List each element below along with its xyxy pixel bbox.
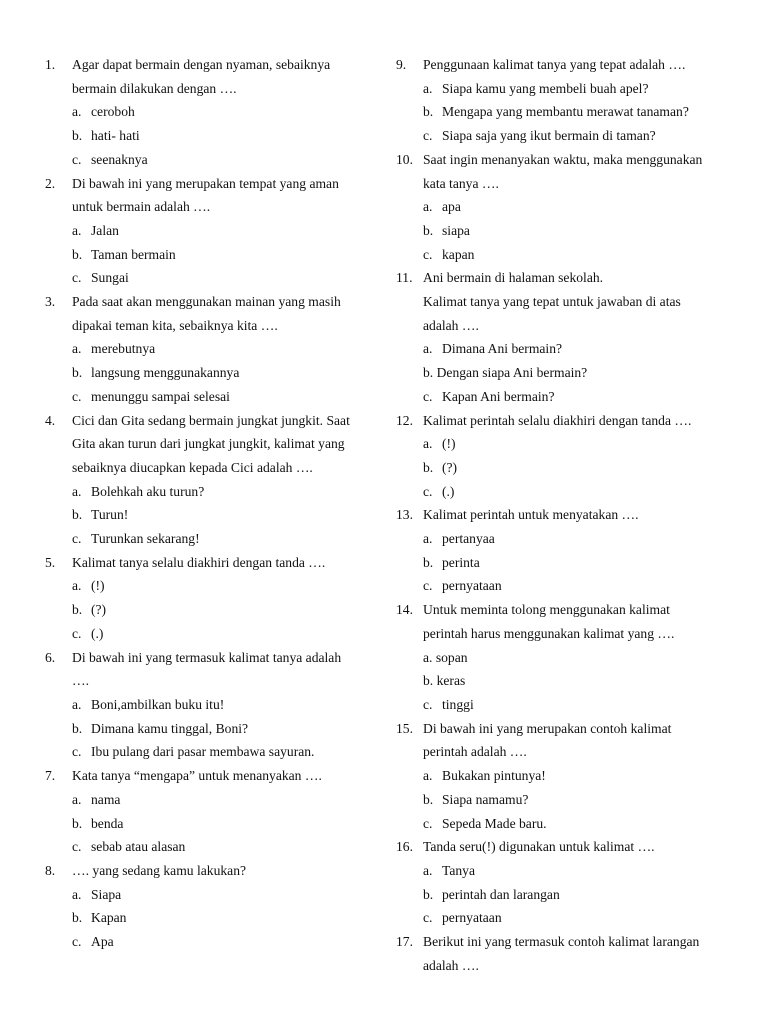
answer-option [45,266,370,290]
answer-option [396,693,726,717]
option-text: Siapa kamu yang membeli buah apel? [442,80,649,96]
question-number: 3. [45,294,56,310]
option-letter: c. [423,246,433,262]
answer-option [396,574,726,598]
option-letter: c. [72,744,82,760]
option-text: (!) [91,578,105,594]
question-text-line: Di bawah ini yang termasuk kalimat tanya adalah [72,649,342,665]
option-letter: c. [423,815,433,831]
option-text: menunggu sampai selesai [91,388,230,404]
option-letter: c. [72,934,82,950]
option-text: perintah dan larangan [442,886,560,902]
option-letter: b. [72,246,83,262]
answer-option [45,385,370,409]
answer-option [45,148,370,172]
question-text-line: Tanda seru(!) digunakan untuk kalimat …. [423,839,655,855]
question-number: 15. [396,720,413,736]
option-letter: c. [423,128,433,144]
option-letter: c. [72,531,82,547]
question-text-line: Kalimat perintah untuk menyatakan …. [423,507,639,523]
question-text-line: Agar dapat bermain dengan nyaman, sebaiknya [72,57,331,72]
question-4 [45,409,370,480]
option-text: ceroboh [91,104,135,120]
question-number: 10. [396,151,413,167]
question-9 [396,53,726,77]
answer-option [45,243,370,267]
answer-option [396,480,726,504]
answer-option [45,883,370,907]
option-letter: a. [423,862,433,878]
option-letter: b. [72,720,83,736]
answer-option [45,480,370,504]
answer-option [45,527,370,551]
option-text: Dimana kamu tinggal, Boni? [91,720,249,736]
answer-option [45,337,370,361]
option-letter: b. [72,128,83,144]
answer-option [396,456,726,480]
answer-option [396,883,726,907]
option-text: pernyataan [442,910,502,926]
answer-option [396,906,726,930]
option-text: Turun! [91,507,129,523]
answer-option [396,859,726,883]
option-letter: b. [423,104,434,120]
option-text: Dimana Ani bermain? [442,341,563,357]
question-number: 11. [396,270,413,286]
option-text: (.) [442,483,455,499]
question-text-line: adalah …. [423,957,479,973]
question-number: 1. [45,57,56,72]
answer-option [45,219,370,243]
question-text-line: sebaiknya diucapkan kepada Cici adalah …. [72,459,313,475]
answer-option [45,693,370,717]
option-letter: b. [423,459,434,475]
option-letter: a. [72,222,82,238]
question-11 [396,266,726,337]
question-number: 17. [396,934,413,950]
question-number: 4. [45,412,56,428]
question-1 [45,53,370,100]
question-7 [45,764,370,788]
question-text-line: dipakai teman kita, sebaiknya kita …. [72,317,278,333]
answer-option [396,100,726,124]
option-letter: c. [72,388,82,404]
answer-option [396,669,726,693]
answer-option [396,195,726,219]
option-letter: a. [72,696,82,712]
answer-option [396,812,726,836]
question-number: 6. [45,649,56,665]
option-letter: b. [72,507,83,523]
option-text: (?) [91,602,107,618]
option-letter: c. [72,625,82,641]
answer-option [396,124,726,148]
answer-option [396,385,726,409]
question-text-line: Gita akan turun dari jungkat jungkit, kalimat yang [72,436,345,452]
answer-option [45,124,370,148]
option-text: pernyataan [442,578,502,594]
option-letter: a. [423,768,433,784]
option-text: nama [91,791,121,807]
option-letter: a. [423,531,433,547]
question-text-line: perintah harus menggunakan kalimat yang …. [423,625,675,641]
option-text: Sepeda Made baru. [442,815,547,831]
option-text: b. keras [423,673,466,689]
question-text-line: untuk bermain adalah …. [72,199,211,215]
option-letter: b. [423,222,434,238]
question-number: 2. [45,175,56,191]
question-number: 9. [396,57,407,72]
question-text-line: Kalimat perintah selalu diakhiri dengan tanda …. [423,412,692,428]
answer-option [45,100,370,124]
option-text: Kapan Ani bermain? [442,388,555,404]
question-number: 12. [396,412,413,428]
answer-option [396,764,726,788]
question-text-line: Untuk meminta tolong menggunakan kalimat [423,602,670,618]
option-letter: b. [423,886,434,902]
option-text: b. Dengan siapa Ani bermain? [423,365,588,381]
question-text-line: perintah adalah …. [423,744,527,760]
option-text: tinggi [442,696,474,712]
answer-option [45,717,370,741]
question-text-line: …. [72,673,89,689]
answer-option [45,906,370,930]
answer-option [396,77,726,101]
option-text: apa [442,199,461,215]
question-text-line: Saat ingin menanyakan waktu, maka menggunakan [423,151,703,167]
question-text-line: …. yang sedang kamu lakukan? [72,862,247,878]
option-letter: a. [72,886,82,902]
question-12 [396,409,726,433]
question-6 [45,646,370,693]
option-text: Sungai [91,270,129,286]
answer-option [396,646,726,670]
question-text-line: Berikut ini yang termasuk contoh kalimat larangan [423,934,700,950]
option-text: siapa [442,222,470,238]
option-text: Turunkan sekarang! [91,531,200,547]
option-letter: b. [72,910,83,926]
question-10 [396,148,726,195]
answer-option [396,527,726,551]
option-text: Kapan [91,910,127,926]
answer-option [396,432,726,456]
option-text: langsung menggunakannya [91,365,240,381]
option-text: (.) [91,625,104,641]
question-text-line: Pada saat akan menggunakan mainan yang masih [72,294,341,310]
question-number: 13. [396,507,413,523]
question-number: 14. [396,602,413,618]
question-number: 8. [45,862,56,878]
answer-option [396,551,726,575]
question-text-line: Di bawah ini yang merupakan contoh kalimat [423,720,672,736]
option-text: Siapa saja yang ikut bermain di taman? [442,128,656,144]
option-letter: c. [423,578,433,594]
option-text: Boni,ambilkan buku itu! [91,696,225,712]
question-text-line: Kalimat tanya yang tepat untuk jawaban di atas [423,294,681,310]
option-letter: a. [72,791,82,807]
option-letter: c. [423,388,433,404]
question-text-line: bermain dilakukan dengan …. [72,80,237,96]
question-15 [396,717,726,764]
option-text: benda [91,815,124,831]
right-column [396,53,726,977]
option-text: Ibu pulang dari pasar membawa sayuran. [91,744,315,760]
question-text-line: Kalimat tanya selalu diakhiri dengan tanda …. [72,554,326,570]
option-text: Mengapa yang membantu merawat tanaman? [442,104,689,120]
option-letter: a. [72,104,82,120]
option-text: perinta [442,554,480,570]
left-column [45,53,370,954]
option-letter: b. [72,815,83,831]
option-text: (?) [442,459,458,475]
option-text: Bukakan pintunya! [442,768,546,784]
option-letter: a. [72,341,82,357]
question-text-line: Di bawah ini yang merupakan tempat yang aman [72,175,339,191]
answer-option [396,361,726,385]
option-letter: c. [72,151,82,167]
answer-option [45,930,370,954]
option-letter: c. [423,483,433,499]
answer-option [45,361,370,385]
question-8 [45,859,370,883]
option-letter: a. [423,341,433,357]
question-text-line: adalah …. [423,317,479,333]
option-letter: a. [72,578,82,594]
question-text-line: Kata tanya “mengapa” untuk menanyakan …. [72,768,322,784]
question-number: 7. [45,768,56,784]
question-17 [396,930,726,977]
answer-option [45,812,370,836]
answer-option [45,503,370,527]
question-text-line: Cici dan Gita sedang bermain jungkat jungkit. Saat [72,412,350,428]
option-text: Siapa namamu? [442,791,529,807]
question-text-line: kata tanya …. [423,175,499,191]
option-text: Tanya [442,862,476,878]
question-number: 16. [396,839,413,855]
question-3 [45,290,370,337]
option-letter: b. [72,365,83,381]
answer-option [45,740,370,764]
answer-option [45,574,370,598]
option-letter: a. [72,483,82,499]
option-text: sebab atau alasan [91,839,186,855]
option-text: hati- hati [91,128,140,144]
answer-option [396,243,726,267]
answer-option [45,598,370,622]
answer-option [396,788,726,812]
option-letter: b. [72,602,83,618]
option-letter: a. [423,436,433,452]
question-2 [45,172,370,219]
option-letter: b. [423,554,434,570]
question-text-line: Ani bermain di halaman sekolah. [423,270,604,286]
answer-option [45,835,370,859]
question-5 [45,551,370,575]
option-letter: a. [423,199,433,215]
option-letter: b. [423,791,434,807]
answer-option [45,788,370,812]
option-text: Taman bermain [91,246,176,262]
option-text: a. sopan [423,649,468,665]
answer-option [396,219,726,243]
option-text: seenaknya [91,151,148,167]
option-text: pertanyaa [442,531,495,547]
option-letter: c. [72,839,82,855]
option-text: merebutnya [91,341,156,357]
question-14 [396,598,726,645]
option-text: Jalan [91,222,119,238]
option-letter: c. [72,270,82,286]
answer-option [45,622,370,646]
option-letter: c. [423,910,433,926]
option-letter: a. [423,80,433,96]
option-text: Apa [91,934,114,950]
option-text: kapan [442,246,475,262]
question-text-line: Penggunaan kalimat tanya yang tepat adalah …. [423,57,686,72]
question-number: 5. [45,554,56,570]
option-letter: c. [423,696,433,712]
option-text: Siapa [91,886,122,902]
option-text: (!) [442,436,456,452]
answer-option [396,337,726,361]
question-13 [396,503,726,527]
question-16 [396,835,726,859]
option-text: Bolehkah aku turun? [91,483,205,499]
